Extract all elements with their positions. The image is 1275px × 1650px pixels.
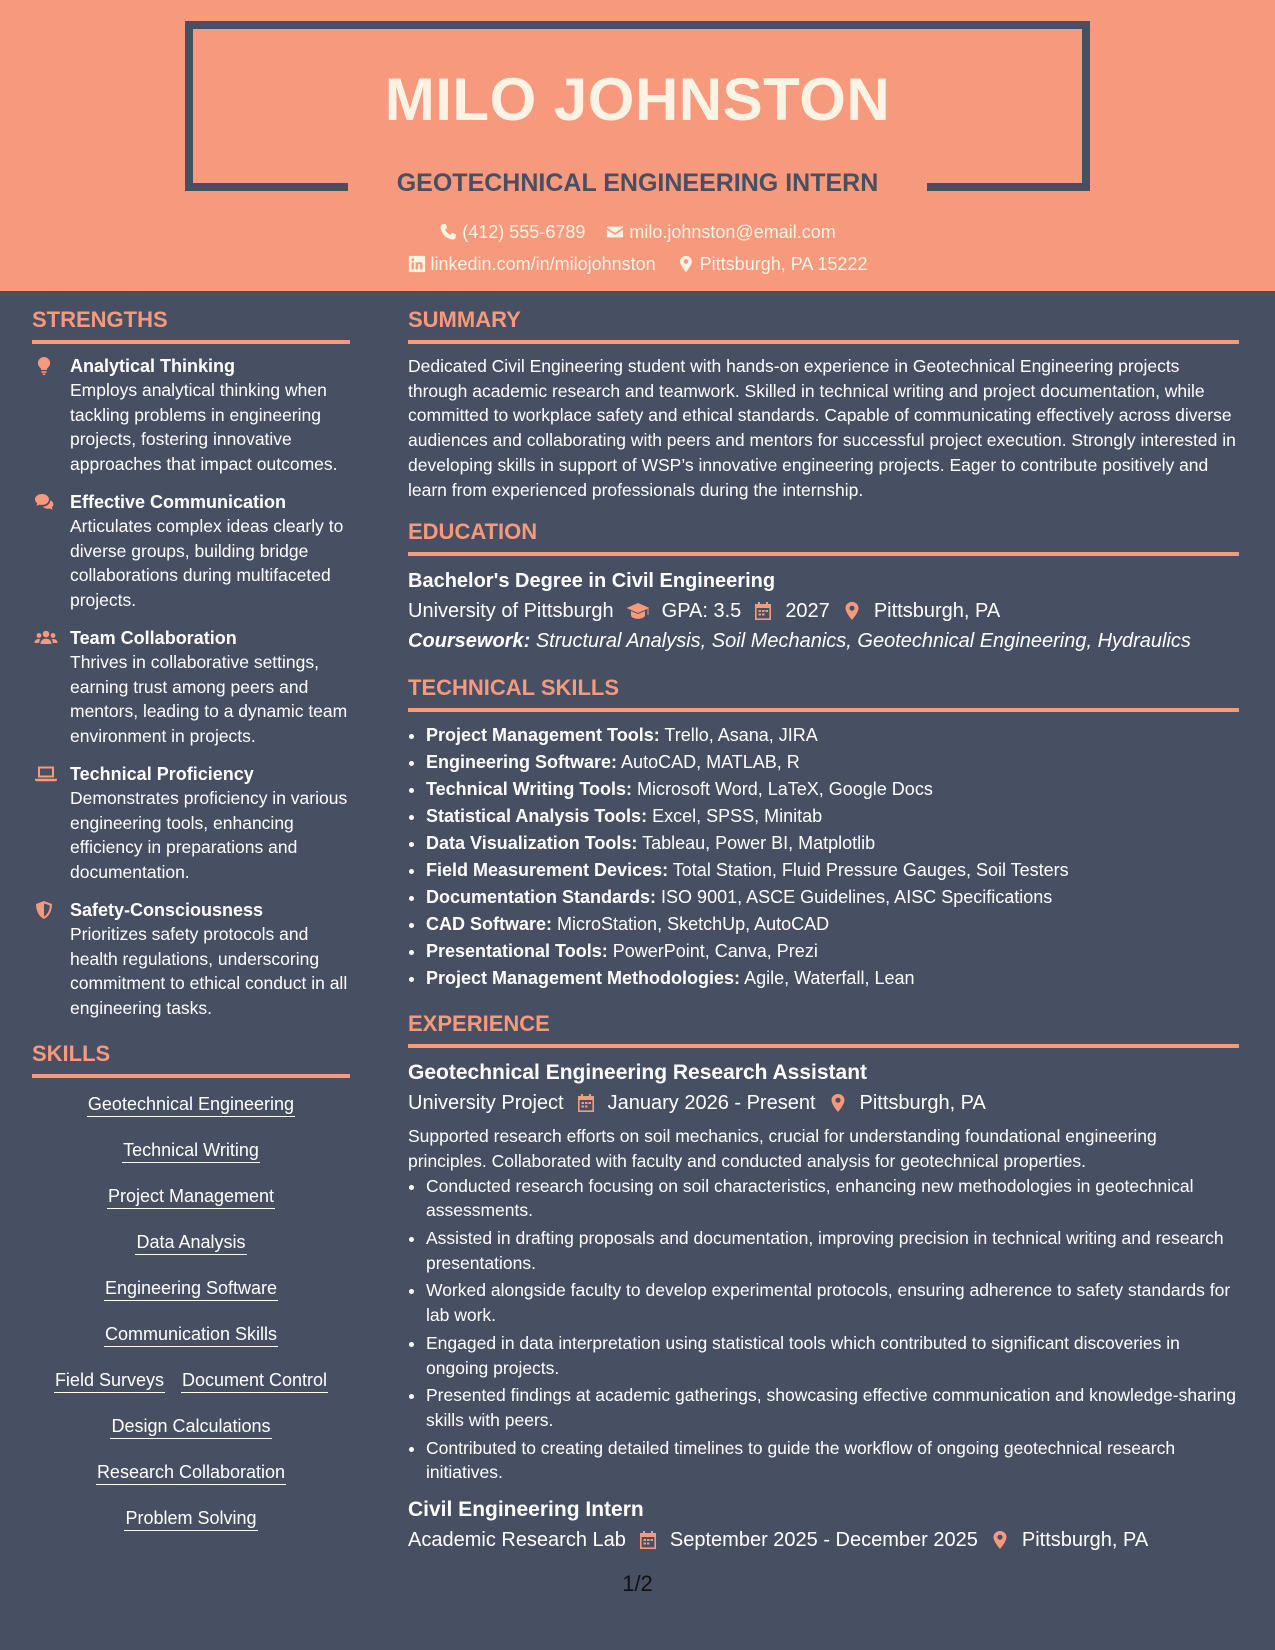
skill-tag: Document Control [181,1368,328,1393]
phone-icon [439,223,457,241]
list-item: • Worked alongside faculty to develop experimental protocols, ensuring adherence to safety standards for lab work. [426,1278,1239,1327]
laptop-icon [34,764,58,784]
contact-row-1 [0,220,1275,247]
list-item: • Contributed to creating detailed timelines to guide the workflow of ongoing geotechnical research initiatives. [426,1436,1239,1485]
strengths-heading: STRENGTHS [32,300,350,344]
candidate-name: MILO JOHNSTON [384,66,891,133]
job-dates [576,1088,816,1118]
location-text: Pittsburgh, PA 15222 [699,254,868,274]
tech-value: ISO 9001, ASCE Guidelines, AISC Specifications [661,887,1053,908]
skills-cloud [32,1088,350,1531]
list-item [426,938,1239,965]
right-column [408,300,1239,1555]
list-item: • Conducted research focusing on soil characteristics, enhancing new methodologies in geotechnical assessments. [426,1174,1239,1223]
job-location [828,1088,986,1118]
location-text: Pittsburgh, PA [859,1092,986,1115]
school-text: University of Pittsburgh [408,600,614,623]
year-text: 2027 [785,600,830,623]
list-item [426,911,1239,938]
tech-label: Data Visualization Tools: [426,833,638,854]
strength-title: Analytical Thinking [70,356,236,376]
technical-skills-list [408,722,1239,992]
strength-item [32,626,350,748]
list-item [426,722,1239,749]
strength-title: Safety-Consciousness [70,900,264,920]
coursework-label: Coursework: [408,630,531,653]
job-org [408,1525,626,1555]
strength-item [32,354,350,476]
strength-title: Technical Proficiency [70,764,254,784]
contact-row-2 [0,252,1275,279]
strength-title: Team Collaboration [70,628,237,648]
tech-label: Project Management Methodologies: [426,968,741,989]
tech-value: PowerPoint, Canva, Prezi [612,941,818,962]
technical-skills-heading: TECHNICAL SKILLS [408,668,1239,712]
list-item: • Assisted in drafting proposals and documentation, improving precision in technical writing and research presentations. [426,1226,1239,1275]
gpa-text: GPA: 3.5 [661,600,742,623]
graduation-year [753,596,830,626]
list-item [426,749,1239,776]
skill-tag: Project Management [107,1184,275,1209]
summary-heading: SUMMARY [408,300,1239,344]
comments-icon [34,492,54,512]
lightbulb-icon [34,356,54,376]
tech-value: Trello, Asana, JIRA [664,725,818,746]
skill-tag: Engineering Software [104,1276,278,1301]
linkedin-icon [408,255,426,273]
skill-tag: Geotechnical Engineering [87,1092,295,1117]
degree-title: Bachelor's Degree in Civil Engineering [408,570,776,593]
map-pin-icon [990,1530,1010,1550]
strength-title: Effective Communication [70,492,287,512]
list-item [426,830,1239,857]
list-item [426,803,1239,830]
job-title: GEOTECHNICAL ENGINEERING INTERN [396,169,879,197]
tech-value: MicroStation, SketchUp, AutoCAD [557,914,830,935]
skill-tag: Field Surveys [54,1368,165,1393]
tech-value: Agile, Waterfall, Lean [744,968,915,989]
calendar-icon [753,601,773,621]
strength-item [32,490,350,612]
gpa [626,596,742,626]
list-item: • Presented findings at academic gatherings, showcasing effective communication and knowledge-sharing skills with peers. [426,1383,1239,1432]
tech-label: Statistical Analysis Tools: [426,806,648,827]
job-meta [408,1525,1239,1555]
location-text: Pittsburgh, PA [873,600,1001,623]
education-location [842,596,1000,626]
tech-label: Field Measurement Devices: [426,860,669,881]
tech-value: Excel, SPSS, Minitab [652,806,823,827]
map-pin-icon [828,1093,848,1113]
strength-desc: Thrives in collaborative settings, earning trust among peers and mentors, leading to a dynamic team environment in projects. [70,652,348,746]
left-column [32,300,350,1552]
tech-label: Technical Writing Tools: [426,779,633,800]
tech-label: Engineering Software: [426,752,618,773]
strength-item [32,762,350,884]
job-title: Civil Engineering Intern [408,1498,644,1522]
strength-desc: Employs analytical thinking when tackling problems in engineering projects, fostering innovative approaches that impact outcomes. [70,380,338,474]
org-text: University Project [408,1092,564,1115]
shield-icon [34,900,54,920]
coursework [408,626,1239,656]
graduation-cap-icon [626,601,650,621]
linkedin-text: linkedin.com/in/milojohnston [430,254,656,274]
calendar-icon [576,1093,596,1113]
tech-label: Documentation Standards: [426,887,657,908]
strength-desc: Demonstrates proficiency in various engineering tools, enhancing efficiency in preparations and documentation. [70,788,348,882]
skill-tag: Technical Writing [122,1138,260,1163]
school-name [408,596,614,626]
job-description: Supported research efforts on soil mechanics, crucial for understanding foundational engineering principles. Collaborated with faculty and conducted analysis for geotechnical properties. [408,1126,1157,1171]
skill-tag: Communication Skills [104,1322,278,1347]
tech-value: AutoCAD, MATLAB, R [621,752,800,773]
map-pin-icon [677,255,695,273]
list-item [426,884,1239,911]
tech-label: Project Management Tools: [426,725,660,746]
calendar-icon [638,1530,658,1550]
contact-location [677,252,868,276]
skill-tag: Design Calculations [110,1414,271,1439]
coursework-list: Structural Analysis, Soil Mechanics, Geotechnical Engineering, Hydraulics [535,630,1191,653]
envelope-icon [606,223,624,241]
job-org [408,1088,564,1118]
skill-tag: Problem Solving [124,1506,257,1531]
job-dates [638,1525,978,1555]
skills-heading: SKILLS [32,1034,350,1078]
tech-value: Total Station, Fluid Pressure Gauges, Soil Testers [672,860,1069,881]
tech-label: CAD Software: [426,914,553,935]
list-item [426,857,1239,884]
job-location [990,1525,1148,1555]
org-text: Academic Research Lab [408,1529,626,1552]
header-banner [0,0,1275,291]
map-pin-icon [842,601,862,621]
list-item: • Engaged in data interpretation using statistical tools which contributed to significant discoveries in ongoing projects. [426,1331,1239,1380]
job-title: Geotechnical Engineering Research Assistant [408,1061,868,1085]
skill-tag: Research Collaboration [96,1460,286,1485]
summary-text: Dedicated Civil Engineering student with hands-on experience in Geotechnical Engineering projects through academic research and teamwork. Skilled in technical writing and project documentation, while committed to workplace safety and ethical standards. Capable of communicating effectively across diverse audiences and collaborating with peers and mentors for successful project execution. Strongly interested in developing skills in support of WSP’s innovative engineering projects. Eager to contribute positively and learn from experienced professionals during the internship. [408,356,1236,500]
contact-linkedin[interactable] [408,252,656,276]
strength-desc: Articulates complex ideas clearly to diverse groups, building bridge collaborations during multifaceted projects. [70,516,344,610]
job-bullets [408,1174,1239,1485]
location-text: Pittsburgh, PA [1021,1529,1149,1552]
contact-email[interactable] [606,220,835,244]
phone-text: (412) 555-6789 [462,222,586,242]
page-number: 1/2 [622,1571,653,1596]
strength-desc: Prioritizes safety protocols and health regulations, underscoring commitment to ethical conduct in all engineering tasks. [70,924,348,1018]
strength-item [32,898,350,1020]
education-meta [408,596,1239,626]
users-icon [34,628,58,648]
tech-label: Presentational Tools: [426,941,608,962]
tech-value: Microsoft Word, LaTeX, Google Docs [637,779,933,800]
experience-heading: EXPERIENCE [408,1004,1239,1048]
dates-text: September 2025 - December 2025 [669,1529,978,1552]
contact-phone[interactable] [439,220,585,244]
email-text: milo.johnston@email.com [629,222,836,242]
skill-tag: Data Analysis [135,1230,246,1255]
list-item [426,776,1239,803]
dates-text: January 2026 - Present [607,1092,816,1115]
education-heading: EDUCATION [408,512,1239,556]
job-meta [408,1088,1239,1118]
tech-value: Tableau, Power BI, Matplotlib [642,833,876,854]
list-item [426,965,1239,992]
